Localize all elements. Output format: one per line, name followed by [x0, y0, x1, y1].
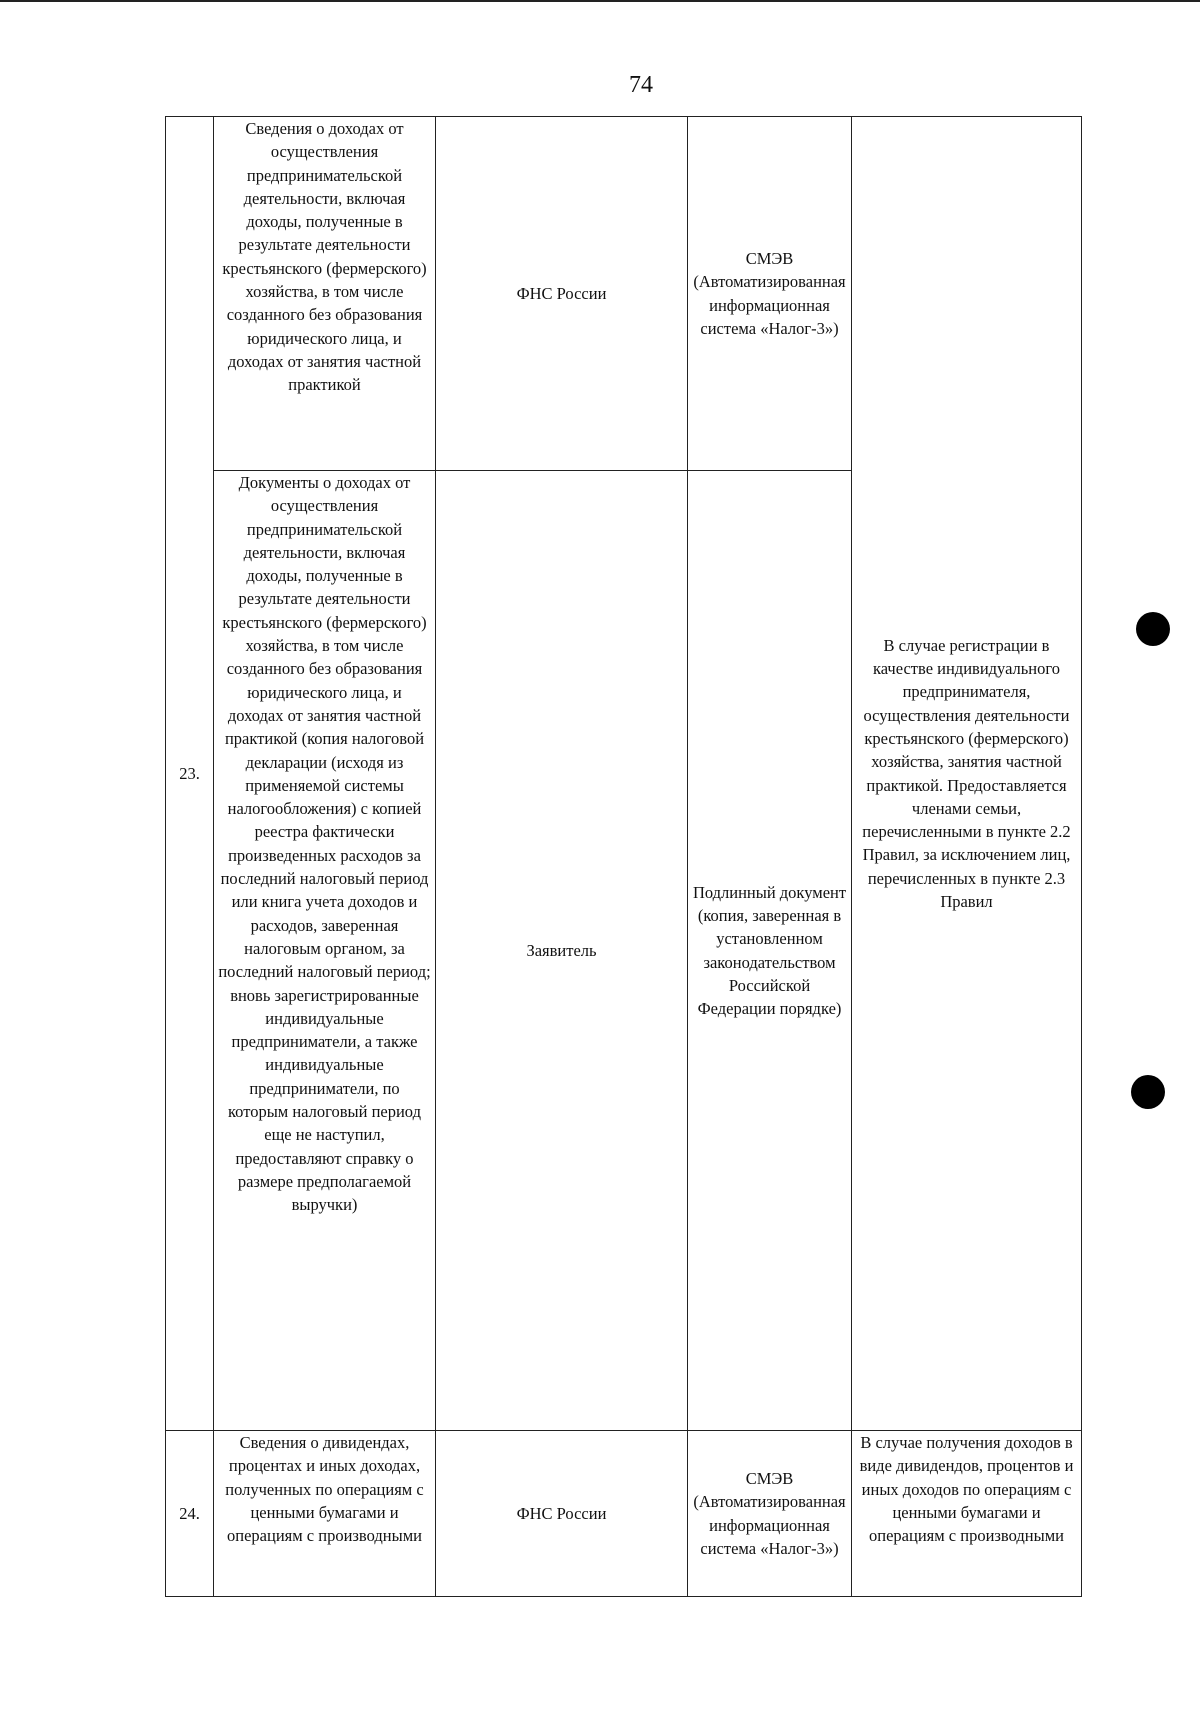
row-number: 23. [166, 117, 214, 1431]
table-row [166, 117, 1082, 471]
document-form: Подлинный документ (копия, заверенная в установленном законодательством Российской Федерации порядке) [688, 471, 852, 1431]
document-note-text: В случае получения доходов в виде дивидендов, процентов и иных доходов по операциям с ценными бумагами и операциям с производными [859, 1433, 1074, 1546]
document-note: В случае регистрации в качестве индивидуального предпринимателя, осуществления деятельности крестьянского (фермерского) хозяйства, занятия частной практикой. Предоставляется членами семьи, перечисленными в пункте 2.2 Правил, за исключением лиц, перечисленных в пункте 2.3 Правил [852, 117, 1082, 1431]
document-note [852, 1431, 1082, 1597]
documents-table [165, 116, 1082, 1597]
document-source: ФНС России [436, 117, 688, 471]
page-number: 74 [629, 72, 653, 98]
document-source: Заявитель [436, 471, 688, 1431]
document-form: СМЭВ (Автоматизированная информационная система «Налог-3») [688, 1431, 852, 1597]
top-border-line [0, 0, 1200, 2]
document-name [214, 471, 436, 1431]
document-name [214, 1431, 436, 1597]
row-number: 24. [166, 1431, 214, 1597]
punch-hole-mark [1136, 612, 1170, 646]
document-name-text: Сведения о доходах от осуществления предпринимательской деятельности, включая доходы, полученные в результате деятельности крестьянского (фермерского) хозяйства, в том числе созданного без образования юридического лица, и доходах от занятия частной практикой [222, 119, 427, 395]
table-row [166, 1431, 1082, 1597]
document-source: ФНС России [436, 1431, 688, 1597]
document-form: СМЭВ (Автоматизированная информационная система «Налог-3») [688, 117, 852, 471]
document-name-text: Сведения о дивидендах, процентах и иных доходах, полученных по операциям с ценными бумагами и операциям с производными [225, 1433, 424, 1546]
punch-hole-mark [1131, 1075, 1165, 1109]
document-name-text: Документы о доходах от осуществления предпринимательской деятельности, включая доходы, полученные в результате деятельности крестьянского (фермерского) хозяйства, в том числе созданного без образования юридического лица, и доходах от занятия частной практикой (копия налоговой декларации (исходя из применяемой системы налогообложения) с копией реестра фактически произведенных расходов за последний налоговый период или книга учета доходов и расходов, заверенная налоговым органом, за последний налоговый период; вновь зарегистрированные индивидуальные предприниматели, а также индивидуальные предприниматели, по которым налоговый период еще не наступил, предоставляют справку о размере предполагаемой выручки) [218, 473, 431, 1215]
document-name [214, 117, 436, 471]
